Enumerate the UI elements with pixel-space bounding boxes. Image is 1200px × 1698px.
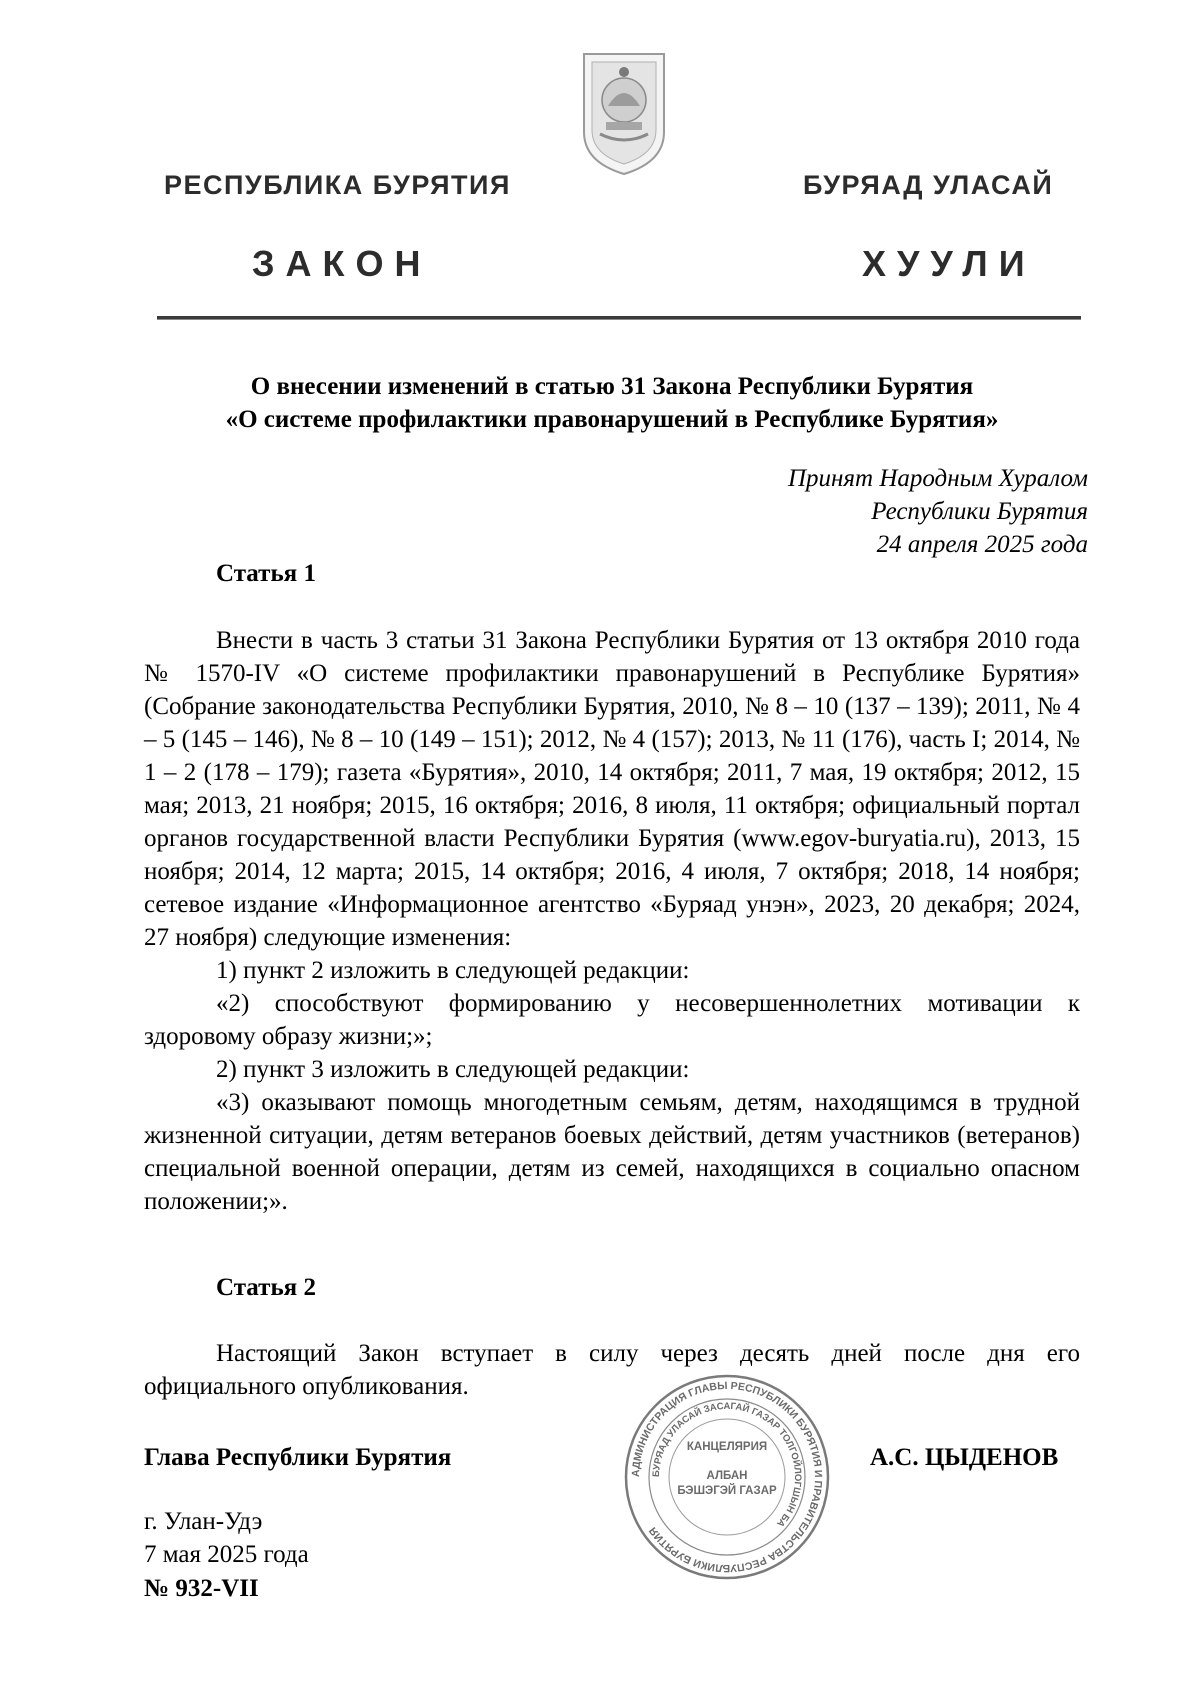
place-and-date	[144, 1505, 309, 1571]
article-1-heading: Статья 1	[216, 560, 316, 587]
seal-center-line-3: БЭШЭГЭЙ ГАЗАР	[677, 1485, 777, 1497]
article-1-paragraph: «2) способствуют формированию у несовершеннолетних мотивации к здоровому образу жизни;»;	[144, 990, 1080, 1050]
law-number: № 932-VII	[144, 1575, 259, 1602]
signatory-title: Глава Республики Бурятия	[144, 1444, 452, 1471]
signatory-name: А.С. ЦЫДЕНОВ	[870, 1444, 1059, 1471]
seal-center-line-1: КАНЦЕЛЯРИЯ	[686, 1441, 768, 1453]
adoption-line-2: Республики Бурятия	[871, 498, 1088, 525]
article-2-paragraph: Настоящий Закон вступает в силу через десять дней после дня его официального опубликования.	[144, 1340, 1080, 1400]
seal-inner-text: БУРЯАД УЛАСАЙ ЗАСАГАЙ ГАЗАР ТОЛГОЙЛОГШЫН БА	[650, 1400, 804, 1529]
seal-center	[672, 1440, 782, 1499]
seal-outer-text: АДМИНИСТРАЦИЯ ГЛАВЫ РЕСПУБЛИКИ БУРЯТИЯ И ПРАВИТЕЛЬСТВА РЕСПУБЛИКИ БУРЯТИЯ	[629, 1379, 825, 1575]
adoption-note	[788, 462, 1088, 561]
official-seal	[622, 1372, 832, 1582]
seal-center-line-2: АЛБАН	[706, 1470, 748, 1482]
title-line-2: «О системе профилактики правонарушений в Республике Бурятия»	[225, 406, 999, 433]
header-republic-bua: БУРЯАД УЛАСАЙ	[803, 170, 1054, 200]
adoption-line-1: Принят Народным Хуралом	[787, 465, 1088, 492]
header-divider	[157, 316, 1081, 320]
title-line-1: О внесении изменений в статью 31 Закона Республики Бурятия	[250, 373, 974, 400]
article-2-body	[144, 1337, 1080, 1403]
article-1-paragraph: 2) пункт 3 изложить в следующей редакции:	[216, 1056, 690, 1083]
article-1-paragraph: Внести в часть 3 статьи 31 Закона Республики Бурятия от 13 октября 2010 года № 1570-IV «О системе профилактики правонарушений в Республике Бурятия» (Собрание законодательства Республики Бурятия, 2010, № 8 – 10 (137 – 139); 2011, № 4 – 5 (145 – 146), № 8 – 10 (149 – 151); 2012, № 4 (157); 2013, № 11 (176), часть I; 2014, № 1 – 2 (178 – 179); газета «Бурятия», 2010, 14 октября; 2011, 7 мая, 19 октября; 2012, 15 мая; 2013, 21 ноября; 2015, 16 октября; 2016, 8 июля, 11 октября; официальный портал органов государственной власти Республики Бурятия (www.egov-buryatia.ru), 2013, 15 ноября; 2014, 12 марта; 2015, 14 октября; 2016, 4 июля, 7 октября; 2018, 14 ноября; сетевое издание «Информационное агентство «Буряад унэн», 2023, 20 декабря; 2024, 27 ноября) следующие изменения:	[144, 627, 1080, 951]
adoption-date: 24 апреля 2025 года	[876, 531, 1088, 558]
header-law-bua: ХУУЛИ	[862, 243, 1036, 284]
article-1-paragraph: «3) оказывают помощь многодетным семьям, детям, находящимся в трудной жизненной ситуации, детям ветеранов боевых действий, детям участников (ветеранов) специальной военной операции, детям из семей, находящихся в социально опасном положении;».	[144, 1089, 1080, 1215]
header-republic-ru: РЕСПУБЛИКА БУРЯТИЯ	[164, 170, 511, 200]
signing-date: 7 мая 2025 года	[144, 1541, 309, 1568]
city: г. Улан-Удэ	[144, 1508, 263, 1535]
document-title	[144, 370, 1080, 436]
article-1-paragraph: 1) пункт 2 изложить в следующей редакции:	[216, 957, 690, 984]
article-2-heading: Статья 2	[216, 1274, 316, 1301]
header-law-ru: ЗАКОН	[252, 243, 432, 284]
article-1-body	[144, 624, 1080, 1218]
coat-of-arms-icon	[578, 50, 670, 178]
